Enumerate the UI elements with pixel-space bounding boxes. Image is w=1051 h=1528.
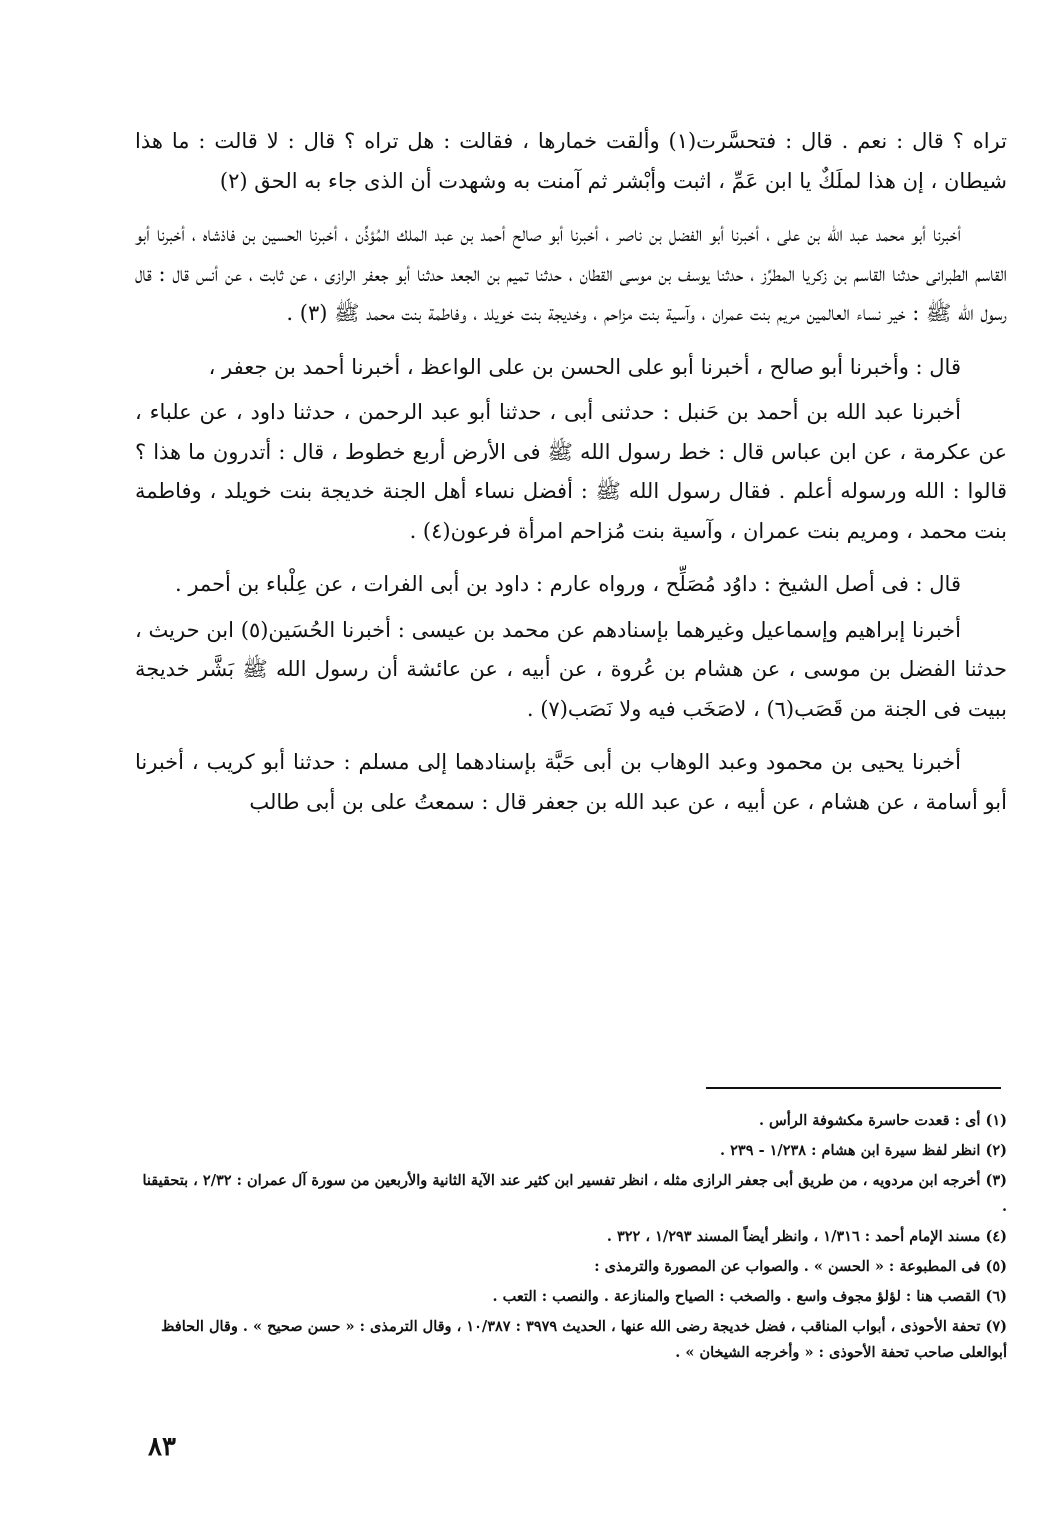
footnote-1: (١) أى : قعدت حاسرة مكشوفة الرأس .: [758, 1112, 1007, 1129]
footnote-3: (٣) أخرجه ابن مردويه ، من طريق أبى جعفر الرازى مثله ، انظر تفسير ابن كثير عند الآية الثانية والأربعين من سورة آل عمران : ٢/٣٢ ، بتحقيقنا .: [142, 1172, 1007, 1215]
footnote-2: (٢) انظر لفظ سيرة ابن هشام : ١/٢٣٨ - ٢٣٩ .: [720, 1142, 1007, 1159]
paragraph-3: قال : وأخبرنا أبو صالح ، أخبرنا أبو على الحسن بن على الواعظ ، أخبرنا أحمد بن جعفر ،: [208, 354, 961, 379]
paragraph-1: تراه ؟ قال : نعم . قال : فتحسَّرت(١) وألقت خمارها ، فقالت : هل تراه ؟ قال : لا قالت : ما هذا شيطان ، إن هذا لملَكٌ يا ابن عَمِّ ، اثبت وأبْشر ثم آمنت به وشهدت أن الذى جاء به الحق (٢): [135, 129, 1007, 193]
footnotes: [135, 1108, 1007, 1370]
paragraph-2: أخبرنا أبو محمد عبد الله بن على ، أخبرنا أبو الفضل بن ناصر ، أخبرنا أبو صالح أحمد بن عبد الملك المُؤذِّن ، أخبرنا الحسين بن فاذشاه ، أخبرنا أبو القاسم الطبرانى حدثنا القاسم بن زكريا المطرِّز ، حدثنا يوسف بن موسى القطان ، حدثنا تميم بن الجعد حدثنا أبو جعفر الرازى ، عن ثابت ، عن أنس قال : قال رسول الله ﷺ : خير نساء العالمين مريم بنت عمران ، وآسية بنت مزاحم ، وخديجة بنت خويلد ، وفاطمة بنت محمد ﷺ (٣) .: [135, 222, 1007, 325]
footnote-4: (٤) مسند الإمام أحمد : ١/٣١٦ ، وانظر أيضاً المسند ١/٢٩٣ ، ٣٢٢ .: [606, 1228, 1007, 1245]
main-text: [135, 122, 1007, 836]
footnote-6: (٦) القصب هنا : لؤلؤ مجوف واسع . والصخب : الصياح والمنازعة . والنصب : التعب .: [492, 1288, 1007, 1305]
paragraph-4: أخبرنا عبد الله بن أحمد بن حَنبل : حدثنى أبى ، حدثنا أبو عبد الرحمن ، حدثنا داود ، عن علباء ، عن عكرمة ، عن ابن عباس قال : خط رسول الله ﷺ فى الأرض أربع خطوط ، قال : أتدرون ما هذا ؟ قالوا : الله ورسوله أعلم . فقال رسول الله ﷺ : أفضل نساء أهل الجنة خديجة بنت خويلد ، وفاطمة بنت محمد ، ومريم بنت عمران ، وآسية بنت مُزاحم امرأة فرعون(٤) .: [135, 400, 1007, 543]
footnote-7: (٧) تحفة الأحوذى ، أبواب المناقب ، فضل خديجة رضى الله عنها ، الحديث ٣٩٧٩ : ١٠/٣٨٧ ، وقال الترمذى : « حسن صحيح » . وقال الحافظ أبوالعلى صاحب تحفة الأحوذى : « وأخرجه الشيخان » .: [161, 1318, 1007, 1361]
paragraph-5: قال : فى أصل الشيخ : داوُد مُصَلِّح ، ورواه عارم : داود بن أبى الفرات ، عن عِلْباء بن أحمر .: [174, 572, 961, 596]
footnote-5: (٥) فى المطبوعة : « الحسن » . والصواب عن المصورة والترمذى :: [594, 1258, 1007, 1275]
page-number: ٨٣: [148, 1432, 176, 1462]
paragraph-6: أخبرنا إبراهيم وإسماعيل وغيرهما بإسنادهم عن محمد بن عيسى : أخبرنا الحُسَين(٥) ابن حريث ، حدثنا الفضل بن موسى ، عن هشام بن عُروة ، عن أبيه ، عن عائشة أن رسول الله ﷺ بَشَّر خديجة ببيت فى الجنة من قَصَب(٦) ، لاصَخَب فيه ولا نَصَب(٧) .: [135, 617, 1007, 721]
paragraph-7: أخبرنا يحيى بن محمود وعبد الوهاب بن أبى حَبَّة بإسنادهما إلى مسلم : حدثنا أبو كريب ، أخبرنا أبو أسامة ، عن هشام ، عن أبيه ، عن عبد الله بن جعفر قال : سمعتُ على بن أبى طالب: [135, 750, 1007, 814]
footnote-divider: [706, 1087, 1001, 1089]
